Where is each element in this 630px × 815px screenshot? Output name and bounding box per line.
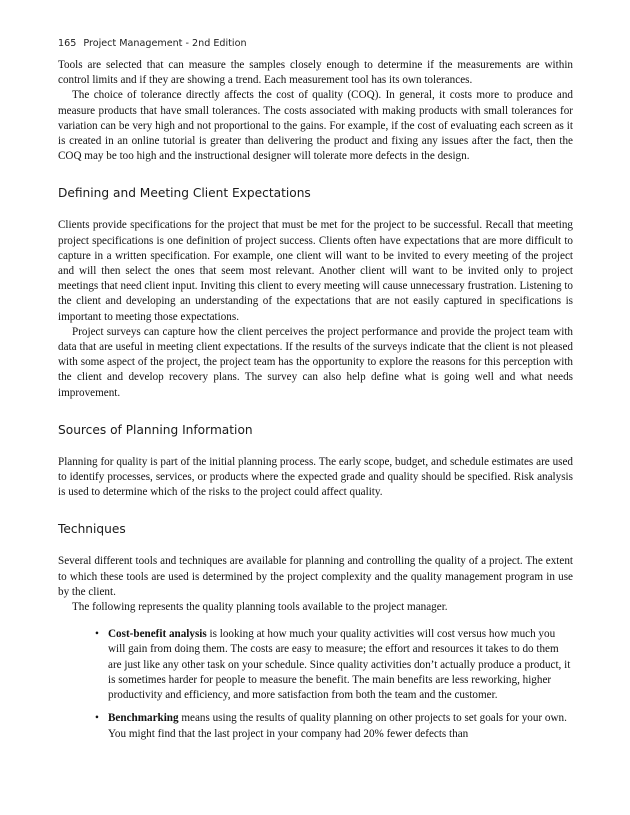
quality-tools-list	[58, 627, 573, 741]
book-title: Project Management - 2nd Edition	[83, 38, 247, 49]
techniques-paragraph-2: The following represents the quality planning tools available to the project manager.	[72, 601, 448, 614]
list-item-cost-benefit	[95, 627, 573, 703]
bullet-marker: •	[95, 628, 99, 641]
running-header	[58, 38, 247, 50]
term-cost-benefit-analysis: Cost-benefit analysis	[108, 628, 207, 641]
bullet-marker: •	[95, 712, 99, 725]
benchmarking-description: means using the results of quality planning on other projects to set goals for your own. You might find that the last project in your company had 20% fewer defects than	[108, 712, 567, 740]
page-body	[58, 58, 573, 750]
planning-sources-paragraph: Planning for quality is part of the initial planning process. The early scope, budget, and schedule estimates are used to identify processes, services, or products where the expected grade and quality should be specified. Risk analysis is used to determine which of the risks to the project could affect quality.	[58, 455, 573, 499]
section-heading-client-expectations: Defining and Meeting Client Expectations	[58, 186, 311, 201]
intro-paragraph-1: Tools are selected that can measure the samples closely enough to determine if the measurements are within control limits and if they are showing a trend. Each measurement tool has its own tolerances.	[58, 59, 573, 87]
term-benchmarking: Benchmarking	[108, 712, 179, 725]
section-heading-techniques: Techniques	[58, 522, 126, 537]
client-expectations-paragraph-1: Clients provide specifications for the project that must be met for the project to be successful. Recall that meeting project specifications is one definition of project success. Clients often have expectations that are more difficult to capture in a written specification. For example, one client will want to be invited to every meeting of the project and will then select the ones that seem most relevant. Another client will want to be invited only to project meetings that need client input. Inviting this client to every meeting will cause unnecessary frustration. Listening to the client and developing an understanding of the expectations that are not easily captured in specifications is important to meeting those expectations.	[58, 219, 573, 323]
cost-benefit-description: is looking at how much your quality activities will cost versus how much you will gain from doing them. The costs are easy to measure; the effort and resources it takes to do them are just like any other task on your schedule. Since quality activities don’t actually produce a product, it is sometimes harder for people to measure the benefit. The main benefits are less reworking, higher productivity and efficiency, and more satisfaction from both the team and the customer.	[108, 628, 571, 702]
page-number: 165	[58, 38, 77, 49]
client-expectations-paragraph-2: Project surveys can capture how the client perceives the project performance and provide the project team with data that are useful in meeting client expectations. If the results of the surveys indicate that the client is not pleased with some aspect of the project, the project team has the opportunity to explore the reasons for this perception with the client and develop recovery plans. The survey can also help define what is going well and what needs improvement.	[58, 325, 573, 399]
list-item-benchmarking	[95, 711, 573, 741]
intro-paragraph-2: The choice of tolerance directly affects the cost of quality (COQ). In general, it costs more to produce and measure products that have small tolerances. The costs associated with making products with small tolerances for variation can be very high and not proportional to the gains. For example, if the cost of evaluating each screen as it is created in an online tutorial is greater than delivering the product and fixing any issues after the fact, then the COQ may be too high and the instructional designer will tolerate more defects in the design.	[58, 89, 573, 163]
section-heading-planning-sources: Sources of Planning Information	[58, 422, 253, 437]
techniques-paragraph-1: Several different tools and techniques are available for planning and controlling the quality of a project. The extent to which these tools are used is determined by the project complexity and the quality management program in use by the client.	[58, 555, 573, 598]
